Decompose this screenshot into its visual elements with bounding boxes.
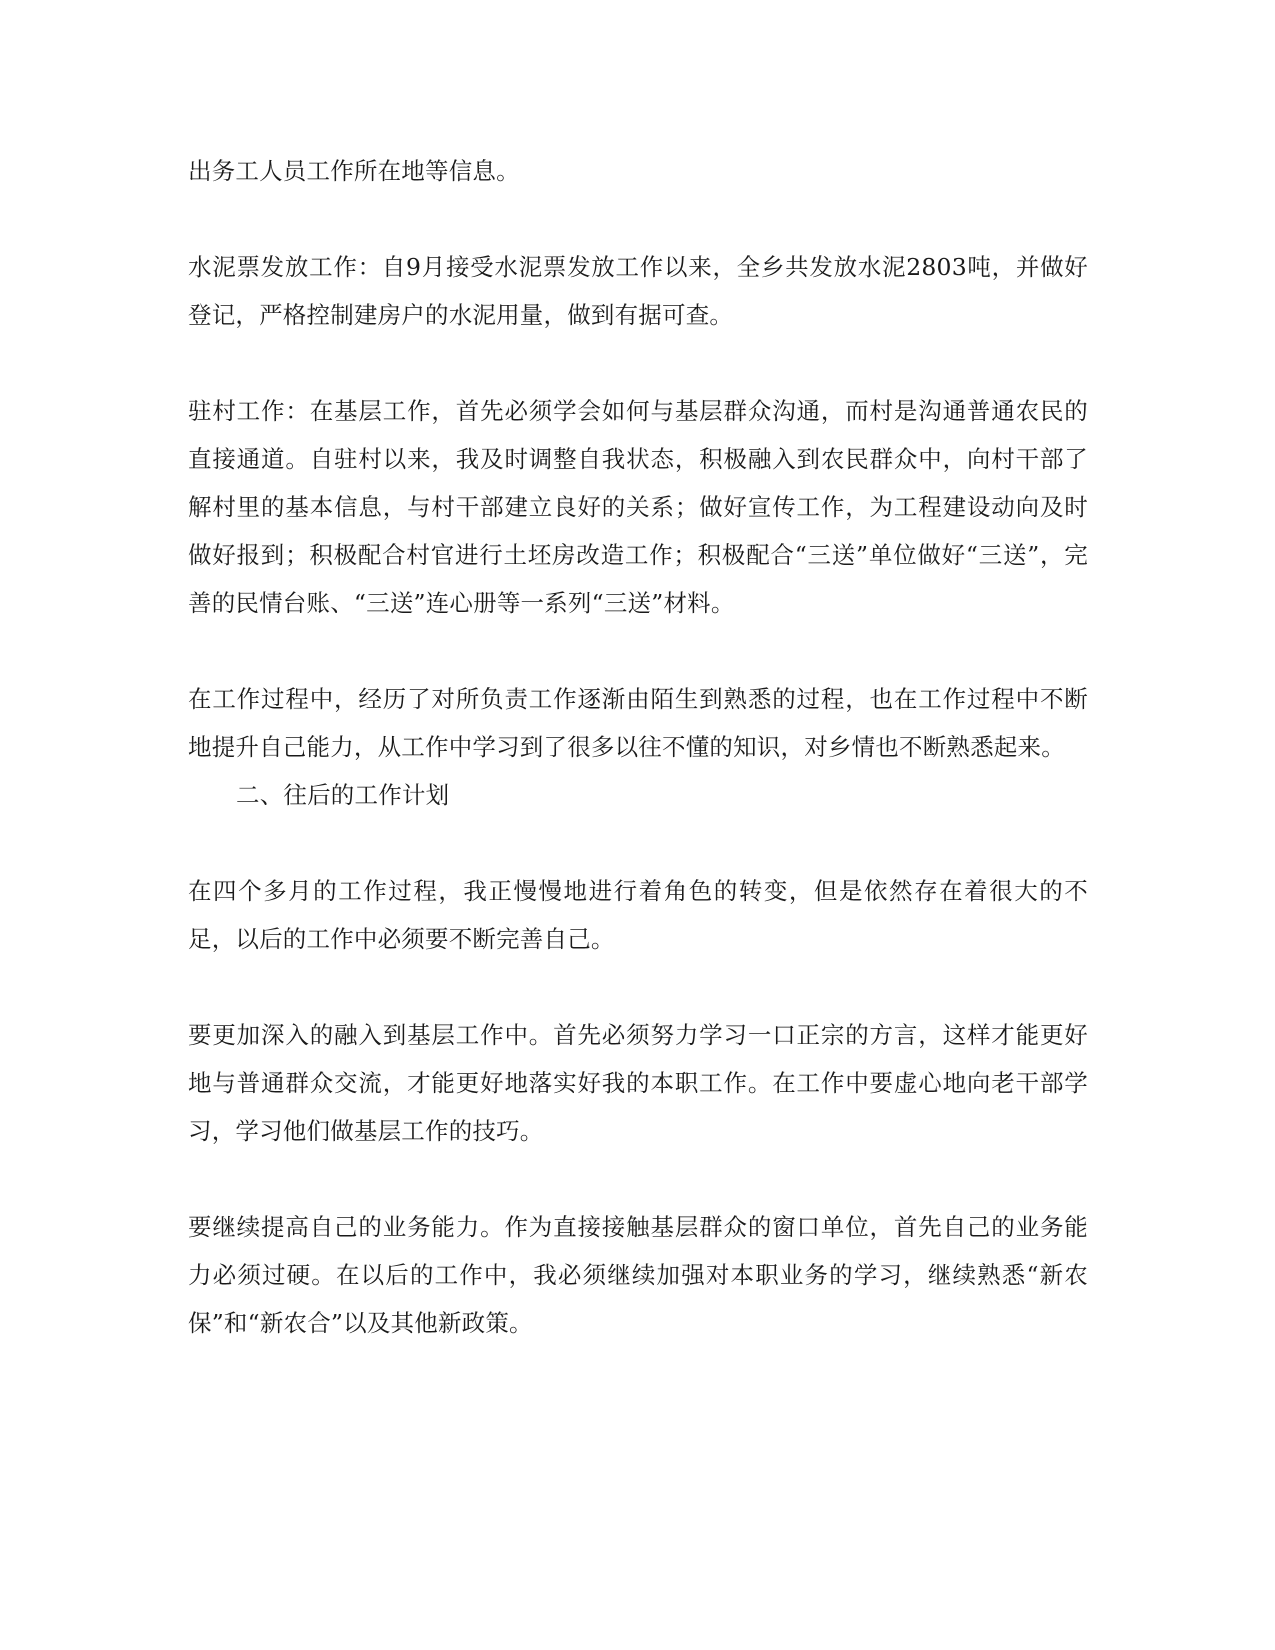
- document-body: [188, 147, 1088, 1347]
- paragraph-migrant-worker-info: 出务工人员工作所在地等信息。: [188, 157, 520, 185]
- paragraph-cement-ticket: 水泥票发放工作：自9月接受水泥票发放工作以来，全乡共发放水泥2803吨，并做好登记，严格控制建房户的水泥用量，做到有据可查。: [188, 253, 1088, 329]
- paragraph-grassroots-integration: 要更加深入的融入到基层工作中。首先必须努力学习一口正宗的方言，这样才能更好地与普通群众交流，才能更好地落实好我的本职工作。在工作中要虚心地向老干部学习，学习他们做基层工作的技巧。: [188, 1021, 1088, 1145]
- paragraph-business-ability: 要继续提高自己的业务能力。作为直接接触基层群众的窗口单位，首先自己的业务能力必须过硬。在以后的工作中，我必须继续加强对本职业务的学习，继续熟悉“新农保”和“新农合”以及其他新政策。: [188, 1213, 1088, 1337]
- paragraph-role-change: 在四个多月的工作过程，我正慢慢地进行着角色的转变，但是依然存在着很大的不足，以后的工作中必须要不断完善自己。: [188, 877, 1088, 953]
- paragraph-village-work: 驻村工作：在基层工作，首先必须学会如何与基层群众沟通，而村是沟通普通农民的直接通道。自驻村以来，我及时调整自我状态，积极融入到农民群众中，向村干部了解村里的基本信息，与村干部建立良好的关系；做好宣传工作，为工程建设动向及时做好报到；积极配合村官进行土坯房改造工作；积极配合“三送”单位做好“三送”，完善的民情台账、“三送”连心册等一系列“三送”材料。: [188, 397, 1088, 617]
- section-heading-future-plan: 二、往后的工作计划: [236, 781, 450, 809]
- paragraph-work-process: 在工作过程中，经历了对所负责工作逐渐由陌生到熟悉的过程，也在工作过程中不断地提升自己能力，从工作中学习到了很多以往不懂的知识，对乡情也不断熟悉起来。: [188, 685, 1088, 761]
